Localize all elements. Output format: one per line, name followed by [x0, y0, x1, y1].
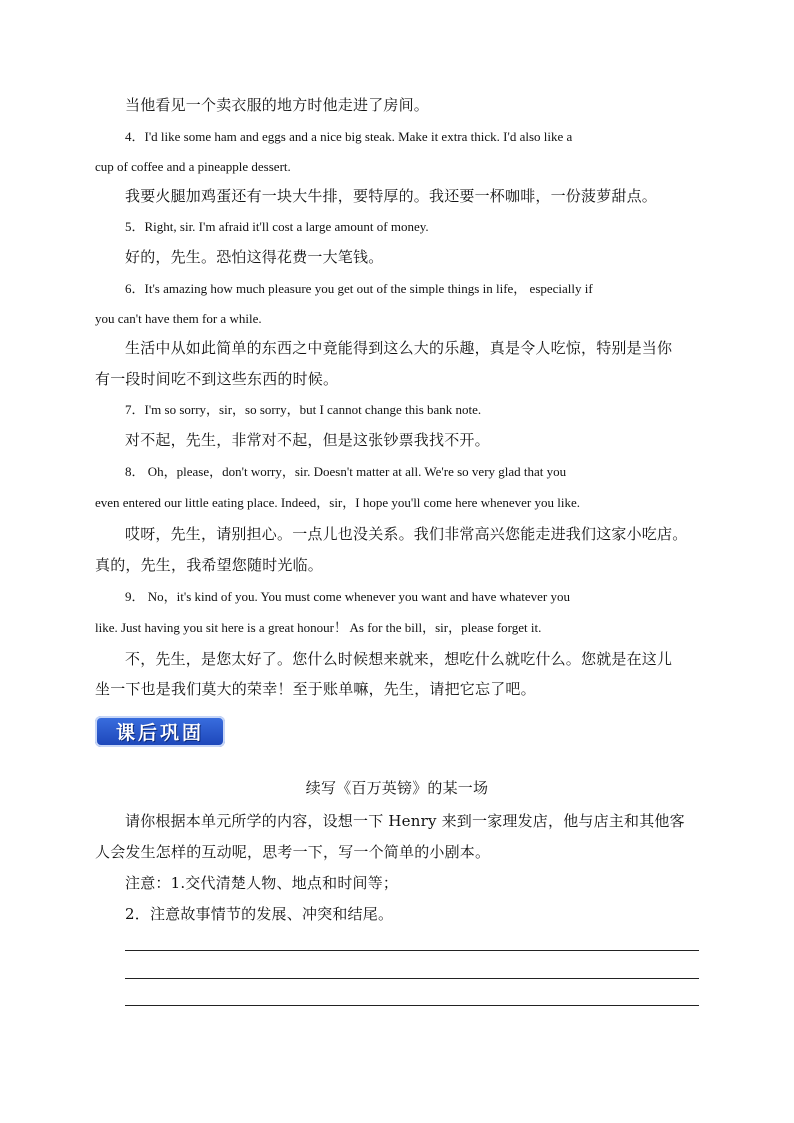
sentence-5: 5．Right, sir. I'm afraid it'll cost a large amount of money. — [125, 219, 429, 234]
sentence-9-line-2: like. Just having you sit here is a great honour！ As for the bill，sir，please forget it. — [95, 620, 542, 635]
answer-line-2[interactable] — [125, 978, 699, 979]
sentence-8-line-1: 8． Oh，please，don't worry，sir. Doesn't matter at all. We're so very glad that you — [125, 464, 567, 479]
sentence-6-line-1: 6．It's amazing how much pleasure you get out of the simple things in life， especially if — [125, 281, 593, 296]
sentence-8-line-2: even entered our little eating place. Indeed，sir，I hope you'll come here whenever you like. — [95, 495, 580, 510]
translation-8-line-2: 真的，先生，我希望您随时光临。 — [95, 556, 324, 574]
translation-9-line-2: 坐一下也是我们莫大的荣幸！至于账单嘛，先生，请把它忘了吧。 — [95, 680, 536, 698]
translation-4: 我要火腿加鸡蛋还有一块大牛排，要特厚的。我还要一杯咖啡，一份菠萝甜点。 — [125, 187, 658, 205]
translation-8-line-1: 哎呀，先生，请别担心。一点儿也没关系。我们非常高兴您能走进我们这家小吃店。 — [125, 525, 688, 543]
answer-line-3[interactable] — [125, 1005, 699, 1006]
task-title: 续写《百万英镑》的某一场 — [305, 779, 489, 797]
task-note-2: 2．注意故事情节的发展、冲突和结尾。 — [125, 905, 394, 923]
sentence-7: 7．I'm so sorry，sir，so sorry，but I cannot change this bank note. — [125, 402, 482, 417]
translation-5: 好的，先生。恐怕这得花费一大笔钱。 — [125, 248, 384, 266]
sentence-4-line-1: 4．I'd like some ham and eggs and a nice big steak. Make it extra thick. I'd also like a — [125, 129, 573, 144]
translation-9-line-1: 不，先生，是您太好了。您什么时候想来就来，想吃什么就吃什么。您就是在这儿 — [125, 650, 673, 668]
section-banner — [95, 716, 225, 747]
sentence-4-line-2: cup of coffee and a pineapple dessert. — [95, 159, 291, 174]
translation-7: 对不起，先生，非常对不起，但是这张钞票我找不开。 — [125, 431, 490, 449]
task-note-1: 注意：1.交代清楚人物、地点和时间等； — [125, 874, 399, 892]
translation-6-line-1: 生活中从如此简单的东西之中竟能得到这么大的乐趣，真是令人吃惊，特别是当你 — [125, 339, 673, 357]
translation-line: 当他看见一个卖衣服的地方时他走进了房间。 — [125, 96, 430, 114]
answer-line-1[interactable] — [125, 950, 699, 951]
sentence-6-line-2: you can't have them for a while. — [95, 311, 262, 326]
task-prompt-line-1: 请你根据本单元所学的内容，设想一下 Henry 来到一家理发店，他与店主和其他客 — [125, 812, 685, 830]
sentence-9-line-1: 9． No，it's kind of you. You must come whenever you want and have whatever you — [125, 589, 570, 604]
translation-6-line-2: 有一段时间吃不到这些东西的时候。 — [95, 370, 339, 388]
section-banner-label: 课后巩固 — [115, 722, 204, 744]
task-prompt-line-2: 人会发生怎样的互动呢，思考一下，写一个简单的小剧本。 — [95, 843, 491, 861]
